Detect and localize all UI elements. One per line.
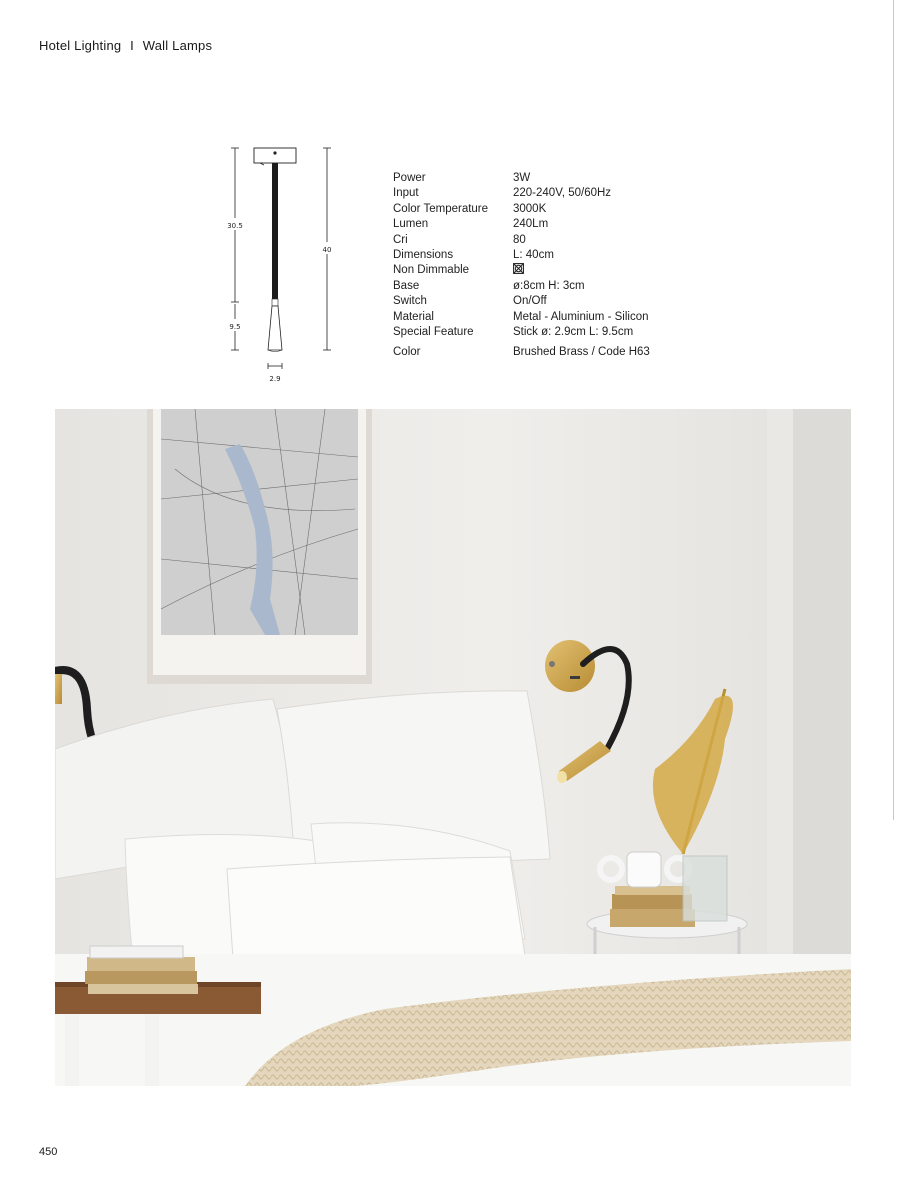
spec-label: Power	[393, 172, 426, 184]
header-section: Hotel Lighting	[39, 38, 122, 53]
spec-value: Brushed Brass / Code H63	[513, 346, 650, 359]
dimension-total-label: 40	[322, 246, 332, 254]
spec-value: Metal - Aluminium - Silicon	[513, 310, 649, 323]
spec-label: Color	[393, 346, 421, 359]
technical-drawing	[220, 140, 340, 390]
bedroom-photo	[55, 409, 851, 1086]
spec-label: Dimensions	[393, 248, 454, 261]
spec-label: Base	[393, 279, 420, 292]
page-header	[39, 38, 212, 53]
spec-value: L: 40cm	[513, 248, 554, 261]
spec-label: Non Dimmable	[393, 264, 470, 277]
header-category: Wall Lamps	[142, 38, 213, 53]
framed-map	[147, 409, 372, 684]
spec-label: Special Feature	[393, 325, 474, 338]
spec-value: Stick ø: 2.9cm L: 9.5cm	[513, 325, 634, 338]
lamp-outline	[254, 148, 296, 352]
non-dimmable-icon	[513, 263, 524, 274]
spec-label: Input	[393, 187, 419, 200]
spec-value: On/Off	[513, 295, 547, 308]
dimension-upper-label: 30.5	[227, 222, 243, 230]
dimension-diameter	[268, 363, 282, 369]
spec-value: 80	[513, 233, 526, 246]
spec-label: Cri	[393, 233, 408, 246]
dimension-diameter-label: 2.9	[269, 375, 281, 383]
spec-label: Material	[393, 310, 434, 323]
spec-label: Color Temperature	[393, 202, 489, 215]
page-number: 450	[39, 1146, 58, 1158]
spec-value	[513, 263, 524, 278]
spec-value: ø:8cm H: 3cm	[513, 279, 585, 292]
spec-value: 220-240V, 50/60Hz	[513, 187, 612, 200]
spec-label: Switch	[393, 295, 427, 308]
page-edge-rule	[893, 0, 894, 820]
dimension-lower-label: 9.5	[229, 323, 241, 331]
spec-value: 240Lm	[513, 218, 549, 231]
spec-value: 3W	[513, 172, 531, 184]
spec-label: Lumen	[393, 218, 429, 231]
header-separator: I	[130, 38, 134, 53]
spec-value: 3000K	[513, 202, 547, 215]
